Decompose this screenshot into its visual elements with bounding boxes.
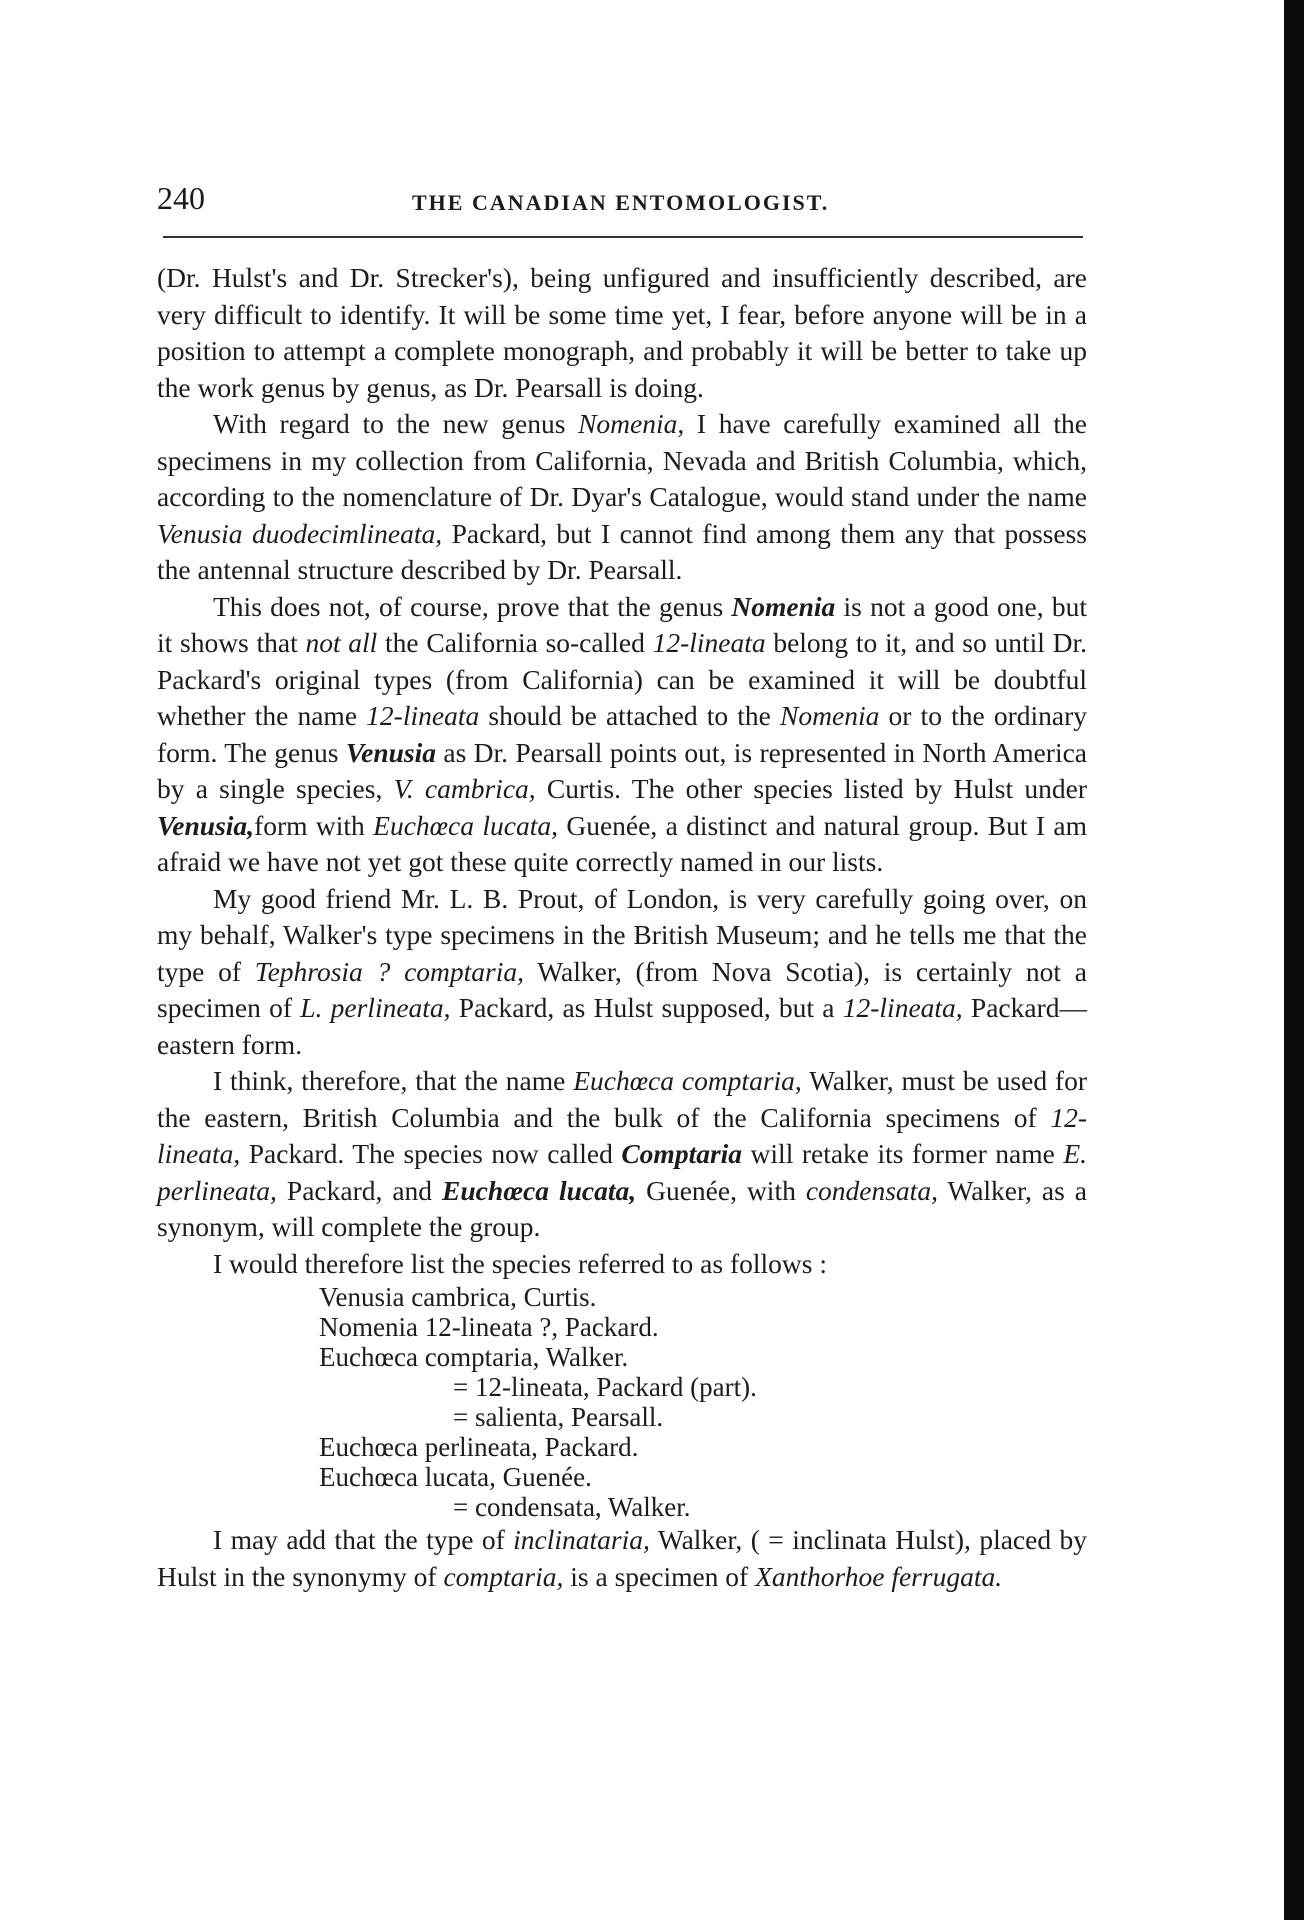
page-header [157,160,1087,220]
page-number: 240 [157,180,205,216]
list-item: Nomenia 12-lineata ?, Packard. [319,1312,659,1342]
paragraph-5: I think, therefore, that the name Euchœca comptaria, Walker, must be used for the eastern, British Columbia and the bulk of the California specimens of 12-lineata, Packard. The species now called Comptaria will retake its former name E. perlineata, Packard, and Euchœca lucata, Guenée, with condensata, Walker, as a synonym, will complete the group. [157,1065,1088,1242]
paragraph-1: (Dr. Hulst's and Dr. Strecker's), being unfigured and insufficiently described, are very difficult to identify. It will be some time yet, I fear, before anyone will be in a position to attempt a complete monograph, and probably it will be better to take up the work genus by genus, as Dr. Pearsall is doing. [157,262,1087,403]
paragraph-7: I may add that the type of inclinataria, Walker, ( = inclinata Hulst), placed by Hulst in the synonymy of comptaria, is a specimen of Xanthorhoe ferrugata. [157,1524,1087,1592]
article-body [157,260,1087,1595]
header-rule [163,236,1083,238]
paragraph-2: With regard to the new genus Nomenia, I have carefully examined all the specimens in my collection from California, Nevada and British Columbia, which, according to the nomenclature of Dr. Dyar's Catalogue, would stand under the name Venusia duodecimlineata, Packard, but I cannot find among them any that possess the antennal structure described by Dr. Pearsall. [157,408,1087,585]
paragraph-4: My good friend Mr. L. B. Prout, of London, is very carefully going over, on my behalf, Walker's type specimens in the British Museum; and he tells me that the type of Tephrosia ? comptaria, Walker, (from Nova Scotia), is certainly not a specimen of L. perlineata, Packard, as Hulst supposed, but a 12-lineata, Packard—eastern form. [157,882,1087,1060]
scan-edge [1284,0,1304,1920]
list-item: Venusia cambrica, Curtis. [319,1282,597,1312]
running-title: THE CANADIAN ENTOMOLOGIST. [412,190,830,215]
list-item: = 12-lineata, Packard (part). [453,1372,757,1402]
paragraph-6: I would therefore list the species referred to as follows : [213,1247,827,1279]
list-item: Euchœca perlineata, Packard. [319,1432,639,1462]
paragraph-3: This does not, of course, prove that the genus Nomenia is not a good one, but it shows that not all the California so-called 12-lineata belong to it, and so until Dr. Packard's original types (from California) can be examined it will be doubtful whether the name 12-lineata should be attached to the Nomenia or to the ordinary form. The genus Venusia as Dr. Pearsall points out, is represented in North America by a single species, V. cambrica, Curtis. The other species listed by Hulst under Venusia,form with Euchœca lucata, Guenée, a distinct and natural group. But I am afraid we have not yet got these quite correctly named in our lists. [157,590,1088,877]
species-list [157,1282,1087,1522]
list-item: = salienta, Pearsall. [453,1402,664,1432]
page [157,160,1088,1592]
list-item: Euchœca lucata, Guenée. [319,1462,592,1492]
list-item: = condensata, Walker. [453,1492,691,1522]
list-item: Euchœca comptaria, Walker. [319,1342,629,1372]
